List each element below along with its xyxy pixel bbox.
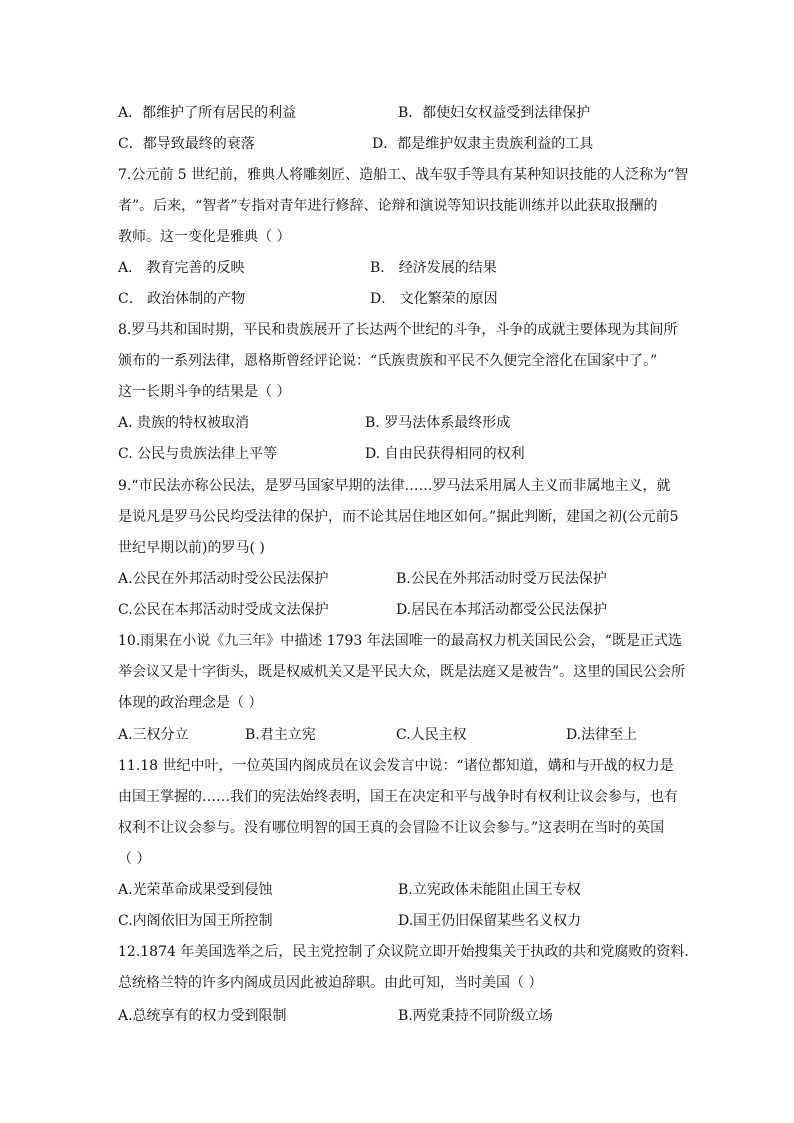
q12-stem-line-2: 总统格兰特的许多内阁成员因此被迫辞职。由此可知，当时美国（ ） [118, 975, 543, 991]
q6-option-b: B．都使妇女权益受到法律保护 [398, 105, 591, 121]
q9-option-a: A.公民在外邦活动时受公民法保护 [118, 571, 329, 587]
q7-stem-line-2: 者”。后来，“智者”专指对青年进行修辞、论辩和演说等知识技能训练并以此获取报酬的 [118, 198, 658, 214]
q8-option-c: C. 公民与贵族法律上平等 [118, 446, 278, 462]
q8-stem-line-3: 这一长期斗争的结果是（ ） [118, 384, 291, 400]
q9-option-c: C.公民在本邦活动时受成文法保护 [118, 602, 329, 618]
q11-option-d: D.国王仍旧保留某些名义权力 [398, 913, 582, 929]
q10-option-b: B.君主立宪 [245, 727, 316, 743]
q12-option-a: A.总统享有的权力受到限制 [118, 1008, 287, 1024]
q7-stem-line-3: 教师。这一变化是雅典（ ） [118, 229, 291, 245]
q8-option-b: B. 罗马法体系最终形成 [365, 415, 511, 431]
q11-stem-line-4: （ ） [118, 851, 151, 867]
q11-option-c: C.内阁依旧为国王所控制 [118, 913, 273, 929]
q10-option-c: C.人民主权 [396, 727, 467, 743]
q9-stem-line-3: 世纪早期以前)的罗马( ) [118, 540, 265, 556]
q8-option-d: D. 自由民获得相同的权利 [365, 446, 525, 462]
q7-option-d: D． 文化繁荣的原因 [370, 291, 498, 307]
q10-option-a: A.三权分立 [118, 727, 189, 743]
q10-option-d: D.法律至上 [566, 727, 638, 743]
q6-option-a: A．都维护了所有居民的利益 [118, 105, 297, 121]
q7-option-a: A． 教育完善的反映 [118, 260, 245, 276]
q10-stem-line-1: 10.雨果在小说《九三年》中描述 1793 年法国唯一的最高权力机关国民公会，“既是正式选 [118, 633, 682, 649]
q8-stem-line-2: 颁布的一系列法律，恩格斯曾经评论说：“氏族贵族和平民不久便完全溶化在国家中了。” [118, 353, 658, 369]
q9-option-b: B.公民在外邦活动时受万民法保护 [396, 571, 607, 587]
q11-option-b: B.立宪政体未能阻止国王专权 [398, 882, 581, 898]
q10-stem-line-2: 举会议又是十字街头，既是权威机关又是平民大众，既是法庭又是被告”。这里的国民公会所 [118, 664, 686, 680]
q10-stem-line-3: 体现的政治理念是（ ） [118, 695, 263, 711]
q8-stem-line-1: 8.罗马共和国时期，平民和贵族展开了长达两个世纪的斗争，斗争的成就主要体现为其间所 [118, 322, 678, 338]
q9-stem-line-1: 9.“市民法亦称公民法，是罗马国家早期的法律……罗马法采用属人主义而非属地主义，就 [118, 478, 671, 494]
q11-stem-line-1: 11.18 世纪中叶，一位英国内阁成员在议会发言中说：“诸位都知道，媾和与开战的权力是 [118, 758, 674, 774]
q6-option-d: D．都是维护奴隶主贵族利益的工具 [372, 136, 594, 152]
q11-option-a: A.光荣革命成果受到侵蚀 [118, 882, 273, 898]
q12-option-b: B.两党秉持不同阶级立场 [398, 1008, 553, 1024]
q11-stem-line-2: 由国王掌握的……我们的宪法始终表明，国王在决定和平与战争时有权利让议会参与，也有 [118, 789, 678, 805]
q9-stem-line-2: 是说凡是罗马公民均受法律的保护，而不论其居住地区如何。”据此判断，建国之初(公元前5 [118, 509, 679, 525]
q7-option-b: B． 经济发展的结果 [370, 260, 497, 276]
q7-stem-line-1: 7.公元前 5 世纪前，雅典人将雕刻匠、造船工、战车驭手等具有某种知识技能的人泛称为“智 [118, 167, 689, 183]
q8-option-a: A. 贵族的特权被取消 [118, 415, 250, 431]
q7-option-c: C． 政治体制的产物 [118, 291, 246, 307]
q12-stem-line-1: 12.1874 年美国选举之后，民主党控制了众议院立即开始搜集关于执政的共和党腐败的资料. [118, 944, 689, 960]
q11-stem-line-3: 权利不让议会参与。没有哪位明智的国王真的会冒险不让议会参与。”这表明在当时的英国 [118, 820, 665, 836]
q6-option-c: C．都导致最终的衰落 [118, 136, 255, 152]
q9-option-d: D.居民在本邦活动都受公民法保护 [396, 602, 608, 618]
